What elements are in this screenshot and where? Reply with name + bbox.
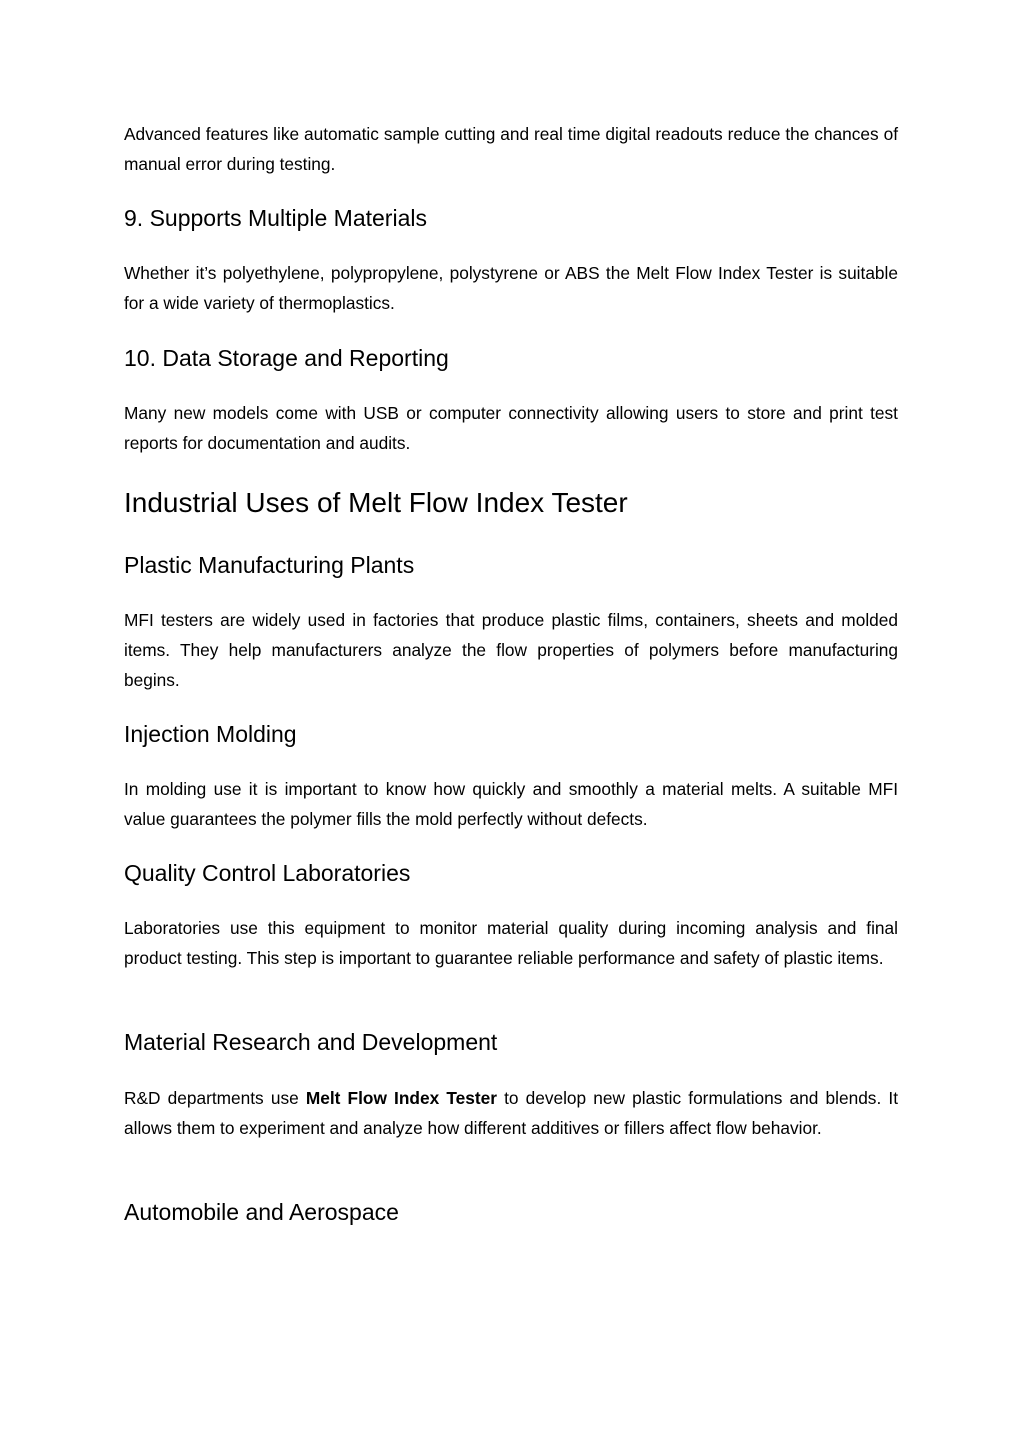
heading-quality-control-laboratories: Quality Control Laboratories <box>124 860 411 886</box>
paragraph-thermoplastics: Whether it’s polyethylene, polypropylene, polystyrene or ABS the Melt Flow Index Tester is suitable for a wide variety of thermoplastics. <box>124 263 898 313</box>
heading-injection-molding: Injection Molding <box>124 721 297 747</box>
section-title-industrial-uses: Industrial Uses of Melt Flow Index Tester <box>124 487 628 518</box>
rnd-bold-term: Melt Flow Index Tester <box>305 1088 497 1108</box>
paragraph-research-development <box>124 1083 898 1143</box>
rnd-text-start: R&D departments use <box>124 1088 306 1108</box>
paragraph-error-reduction: Advanced features like automatic sample cutting and real time digital readouts reduce the chances of manual error during testing. <box>124 124 898 174</box>
heading-material-research-development: Material Research and Development <box>124 1029 498 1055</box>
heading-supports-multiple-materials: 9. Supports Multiple Materials <box>124 205 427 231</box>
paragraph-quality-control: Laboratories use this equipment to monitor material quality during incoming analysis and final product testing. This step is important to guarantee reliable performance and safety of plastic items. <box>124 918 898 968</box>
paragraph-injection-molding: In molding use it is important to know how quickly and smoothly a material melts. A suitable MFI value guarantees the polymer fills the mold perfectly without defects. <box>124 779 898 829</box>
heading-data-storage-reporting: 10. Data Storage and Reporting <box>124 345 449 371</box>
heading-automobile-aerospace: Automobile and Aerospace <box>124 1199 399 1225</box>
paragraph-plastic-plants: MFI testers are widely used in factories that produce plastic films, containers, sheets and molded items. They help manufacturers analyze the flow properties of polymers before manufacturing begins. <box>124 610 898 690</box>
heading-plastic-manufacturing-plants: Plastic Manufacturing Plants <box>124 552 415 578</box>
rnd-text-end: to develop new plastic formulations and blends. It allows them to experiment and analyze how different additives or fillers affect flow behavior. <box>124 1088 898 1138</box>
paragraph-connectivity: Many new models come with USB or computer connectivity allowing users to store and print test reports for documentation and audits. <box>124 403 898 453</box>
